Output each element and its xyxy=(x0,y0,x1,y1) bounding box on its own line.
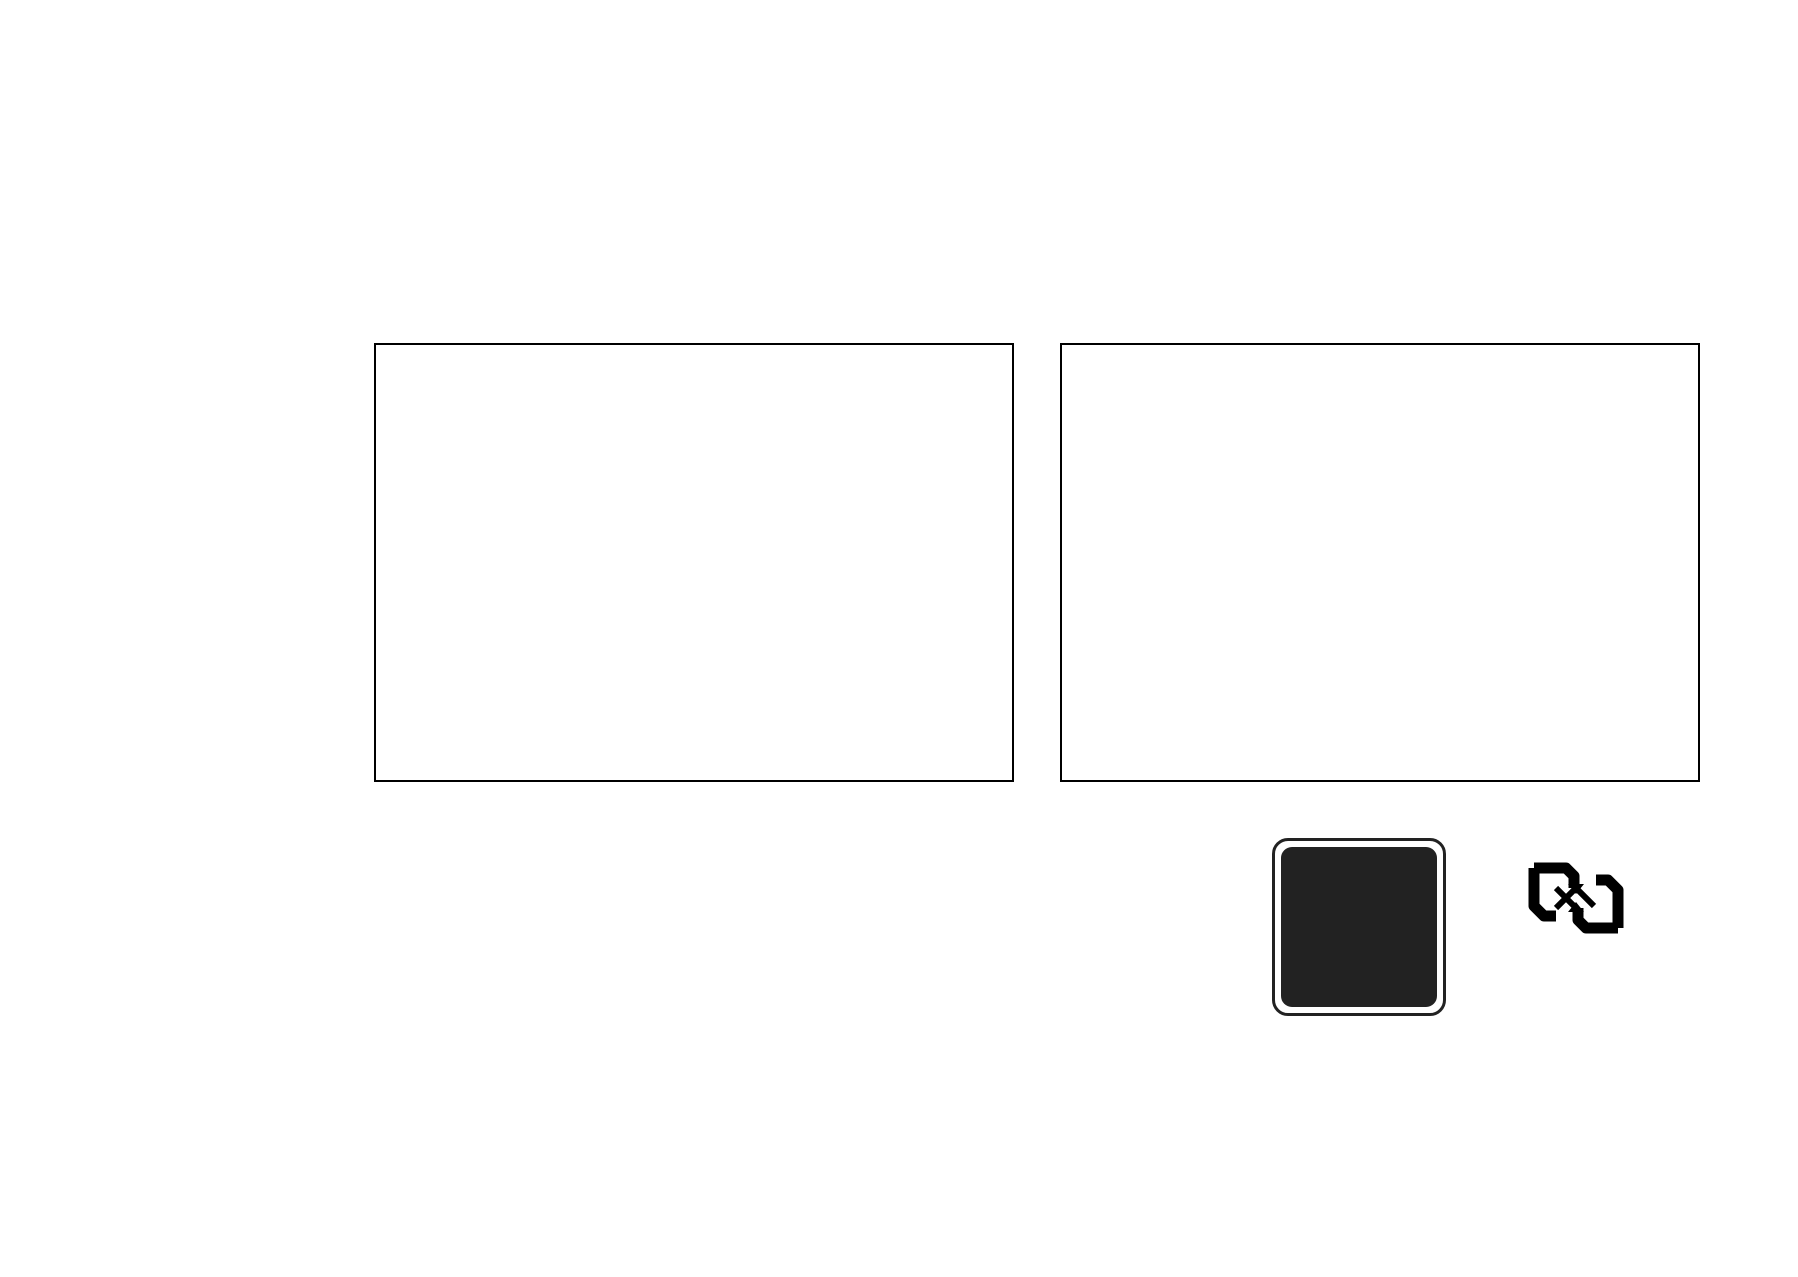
recycle-symbol-icon xyxy=(1526,858,1626,938)
nutrition-table-almond xyxy=(374,343,1014,782)
nutrition-table-butterfly xyxy=(1060,343,1700,782)
made-in-taiwan-logo xyxy=(1272,838,1446,1016)
